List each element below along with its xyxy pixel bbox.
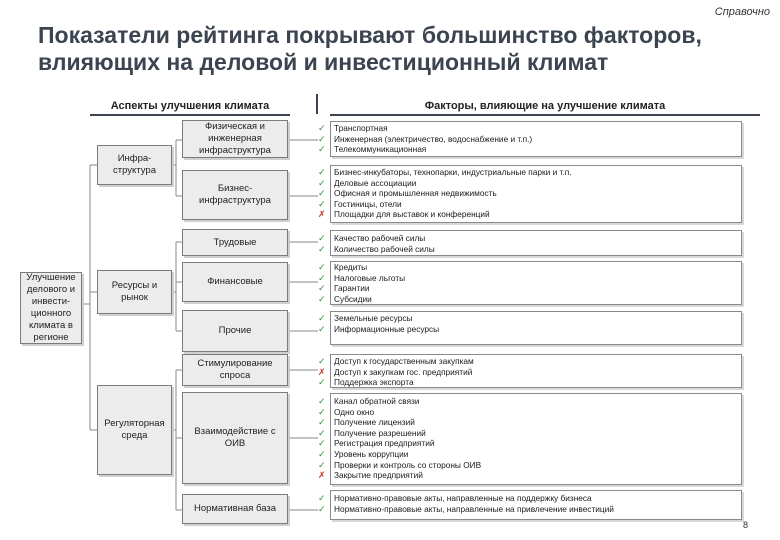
check-icon: ✓ — [318, 177, 326, 188]
factor-label: Качество рабочей силы — [334, 233, 426, 243]
factor-label: Уровень коррупции — [334, 448, 409, 459]
factor-label: Налоговые льготы — [334, 272, 406, 283]
factor-label: Нормативно-правовые акты, направленные на привлечение инвестиций — [334, 503, 614, 514]
factor-list-normative — [318, 493, 738, 514]
cross-icon: ✗ — [318, 366, 326, 377]
factor-label: Офисная и промышленная недвижимость — [334, 188, 497, 199]
factor-list-demand — [318, 356, 738, 388]
aspect-regulatory: Регуляторная среда — [97, 385, 172, 475]
factor-label: Получение лицензий — [334, 417, 415, 428]
factor-label: Бизнес-инкубаторы, технопарки, индустриальные парки и т.п. — [334, 167, 572, 177]
factor-item — [318, 209, 738, 220]
factor-label: Доступ к закупкам гос. предприятий — [334, 366, 473, 377]
check-icon: ✓ — [318, 133, 326, 144]
factor-item — [318, 428, 738, 439]
factor-item — [318, 244, 738, 255]
subaspect-normative: Нормативная база — [182, 494, 288, 524]
subaspect-labor: Трудовые — [182, 229, 288, 256]
factor-list-labor — [318, 233, 738, 254]
factor-item — [318, 294, 738, 305]
factor-list-business — [318, 167, 738, 220]
check-icon: ✓ — [318, 323, 326, 334]
root-node: Улучшение делового и инвести-ционного климата в регионе — [20, 272, 82, 344]
factor-item — [318, 470, 738, 481]
factor-label: Информационные ресурсы — [334, 323, 440, 334]
check-icon: ✓ — [318, 293, 326, 304]
check-icon: ✓ — [318, 313, 326, 323]
factor-item — [318, 417, 738, 428]
factor-list-other — [318, 313, 738, 334]
factor-item — [318, 504, 738, 515]
check-icon: ✓ — [318, 396, 326, 406]
factor-label: Гостиницы, отели — [334, 198, 402, 209]
page-number: 8 — [742, 520, 748, 530]
aspect-infrastructure: Инфра-структура — [97, 145, 172, 185]
factor-item — [318, 178, 738, 189]
subaspect-demand: Стимулирование спроса — [182, 354, 288, 386]
subaspect-other: Прочие — [182, 310, 288, 352]
check-icon: ✓ — [318, 377, 326, 388]
factor-label: Одно окно — [334, 406, 375, 417]
factor-label: Субсидии — [334, 293, 372, 304]
factor-item — [318, 262, 738, 273]
factor-item — [318, 460, 738, 471]
factor-item — [318, 438, 738, 449]
factor-label: Получение разрешений — [334, 427, 426, 438]
factor-item — [318, 134, 738, 145]
factor-label: Закрытие предприятий — [334, 470, 423, 481]
cross-icon: ✗ — [318, 470, 326, 481]
factor-item — [318, 377, 738, 388]
factor-label: Транспортная — [334, 123, 388, 133]
check-icon: ✓ — [318, 438, 326, 449]
factor-item — [318, 407, 738, 418]
factors-column-header: Факторы, влияющие на улучшение климата — [330, 100, 760, 116]
factor-label: Инженерная (электричество, водоснабжение и т.п.) — [334, 133, 533, 144]
subaspect-financial: Финансовые — [182, 262, 288, 302]
check-icon: ✓ — [318, 198, 326, 209]
check-icon: ✓ — [318, 188, 326, 199]
check-icon: ✓ — [318, 448, 326, 459]
factor-item — [318, 324, 738, 335]
check-icon: ✓ — [318, 427, 326, 438]
reference-label: Справочно — [714, 6, 770, 18]
check-icon: ✓ — [318, 503, 326, 514]
page-title: Показатели рейтинга покрывают большинство факторов, влияющих на деловой и инвестиционный климат — [38, 22, 702, 75]
cross-icon: ✗ — [318, 209, 326, 220]
factor-item — [318, 493, 738, 504]
factor-label: Количество рабочей силы — [334, 243, 435, 254]
factor-item — [318, 283, 738, 294]
factor-item — [318, 273, 738, 284]
factor-label: Нормативно-правовые акты, направленные на поддержку бизнеса — [334, 493, 592, 503]
factor-label: Деловые ассоциации — [334, 177, 417, 188]
factor-label: Регистрация предприятий — [334, 438, 435, 449]
subaspect-interaction: Взаимодействие с ОИВ — [182, 392, 288, 484]
factor-list-physical — [318, 123, 738, 155]
check-icon: ✓ — [318, 493, 326, 503]
subaspect-business: Бизнес-инфраструктура — [182, 170, 288, 220]
factor-item — [318, 167, 738, 178]
factor-label: Канал обратной связи — [334, 396, 420, 406]
factor-label: Кредиты — [334, 262, 368, 272]
check-icon: ✓ — [318, 283, 326, 294]
check-icon: ✓ — [318, 233, 326, 243]
factor-label: Проверки и контроль со стороны ОИВ — [334, 459, 482, 470]
factor-label: Доступ к государственным закупкам — [334, 356, 474, 366]
factor-item — [318, 144, 738, 155]
check-icon: ✓ — [318, 123, 326, 133]
subaspect-physical: Физическая и инженерная инфраструктура — [182, 120, 288, 158]
factor-label: Гарантии — [334, 283, 370, 294]
factor-item — [318, 396, 738, 407]
aspect-resources: Ресурсы и рынок — [97, 270, 172, 314]
factor-item — [318, 199, 738, 210]
check-icon: ✓ — [318, 417, 326, 428]
check-icon: ✓ — [318, 144, 326, 155]
factor-item — [318, 188, 738, 199]
factor-item — [318, 367, 738, 378]
aspects-column-header: Аспекты улучшения климата — [90, 100, 290, 116]
check-icon: ✓ — [318, 243, 326, 254]
check-icon: ✓ — [318, 167, 326, 177]
check-icon: ✓ — [318, 459, 326, 470]
factor-item — [318, 313, 738, 324]
factor-list-interaction — [318, 396, 738, 481]
factor-item — [318, 449, 738, 460]
factor-item — [318, 123, 738, 134]
check-icon: ✓ — [318, 406, 326, 417]
factor-label: Телекоммуникационная — [334, 144, 427, 155]
check-icon: ✓ — [318, 356, 326, 366]
factor-item — [318, 233, 738, 244]
factor-label: Земельные ресурсы — [334, 313, 413, 323]
factor-label: Поддержка экспорта — [334, 377, 414, 388]
check-icon: ✓ — [318, 262, 326, 272]
factor-item — [318, 356, 738, 367]
check-icon: ✓ — [318, 272, 326, 283]
factor-label: Площадки для выставок и конференций — [334, 209, 490, 220]
factor-list-financial — [318, 262, 738, 304]
